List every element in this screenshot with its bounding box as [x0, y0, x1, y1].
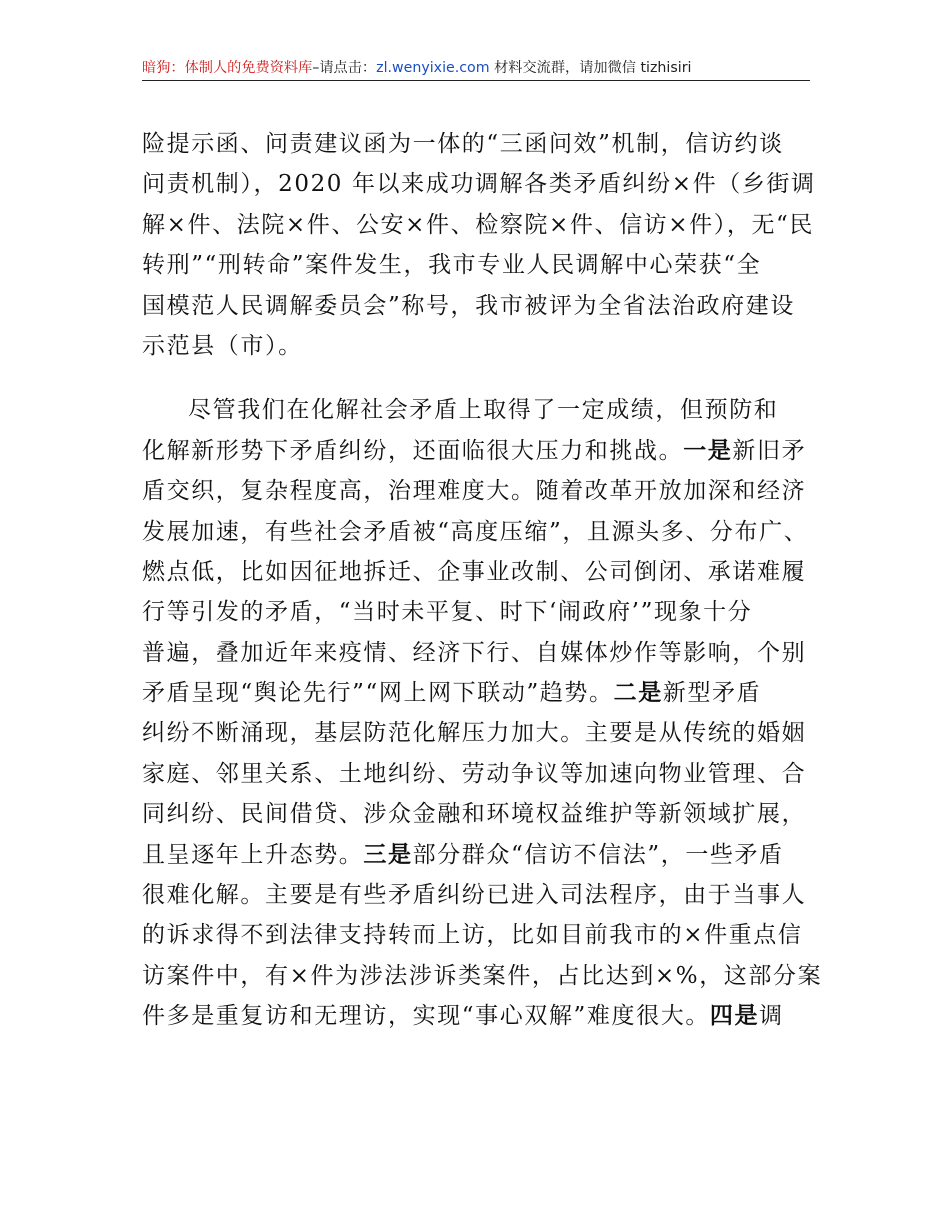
header-click-prompt: –请点击：: [312, 60, 377, 76]
text-line: 纠纷不断涌现，基层防范化解压力加大。主要是从传统的婚姻: [142, 720, 807, 747]
emphasis-second: 二是: [613, 679, 663, 707]
text-line: 访案件中，有×件为涉法涉诉类案件，占比达到×%，这部分案: [142, 962, 823, 989]
text-line: 转刑”“刑转命”案件发生，我市专业人民调解中心荣获“全: [142, 252, 762, 279]
text-line: 同纠纷、民间借贷、涉众金融和环境权益维护等新领域扩展，: [142, 801, 807, 828]
text-line: 发展加速，有些社会矛盾被“高度压缩”，且源头多、分布广、: [142, 518, 809, 545]
text-line: 盾交织，复杂程度高，治理难度大。随着改革开放加深和经济: [142, 478, 807, 505]
text-line: 解×件、法院×件、公安×件、检察院×件、信访×件），无“民: [142, 211, 815, 238]
text-line: 险提示函、问责建议函为一体的“三函问效”机制，信访约谈: [142, 131, 784, 157]
text-line: 家庭、邻里关系、土地纠纷、劳动争议等加速向物业管理、合: [142, 760, 807, 787]
text-line: 很难化解。主要是有些矛盾纠纷已进入司法程序，由于当事人: [142, 882, 807, 909]
text-line: 问责机制），2020 年以来成功调解各类矛盾纠纷×件（乡街调: [142, 171, 816, 198]
document-body: [142, 124, 823, 1037]
text-line: 燃点低，比如因征地拆迁、企事业改制、公司倒闭、承诺难履: [142, 558, 807, 585]
text-line: 化解新形势下矛盾纠纷，还面临很大压力和挑战。一是新旧矛: [142, 436, 807, 464]
text-line: 国模范人民调解委员会”称号，我市被评为全省法治政府建设: [142, 292, 795, 319]
header-wechat-note: 材料交流群，请加微信 tizhisiri: [489, 60, 692, 76]
header-url-link[interactable]: zl.wenyixie.com: [376, 60, 490, 76]
emphasis-third: 三是: [363, 840, 413, 868]
text-line: 行等引发的矛盾，“当时未平复、时下‘闹政府’”现象十分: [142, 599, 753, 626]
page-header: [142, 58, 810, 81]
text-line: 尽管我们在化解社会矛盾上取得了一定成绩，但预防和: [188, 397, 779, 424]
text-line: 普遍，叠加近年来疫情、经济下行、自媒体炒作等影响，个别: [142, 639, 807, 666]
header-site-name: 暗狗：体制人的免费资料库: [142, 60, 313, 76]
text-line: 件多是重复访和无理访，实现“事心双解”难度很大。四是调: [142, 1002, 784, 1030]
text-line: 且呈逐年上升态势。三是部分群众“信访不信法”，一些矛盾: [142, 840, 784, 868]
paragraph-1: [142, 124, 814, 366]
text-line: 的诉求得不到法律支持转而上访，比如目前我市的×件重点信: [142, 922, 803, 949]
emphasis-fourth: 四是: [709, 1002, 760, 1030]
emphasis-first: 一是: [683, 436, 733, 464]
text-line: 矛盾呈现“舆论先行”“网上网下联动”趋势。二是新型矛盾: [142, 679, 762, 707]
paragraph-2: [142, 390, 823, 1036]
text-line: 示范县（市）。: [142, 332, 303, 359]
